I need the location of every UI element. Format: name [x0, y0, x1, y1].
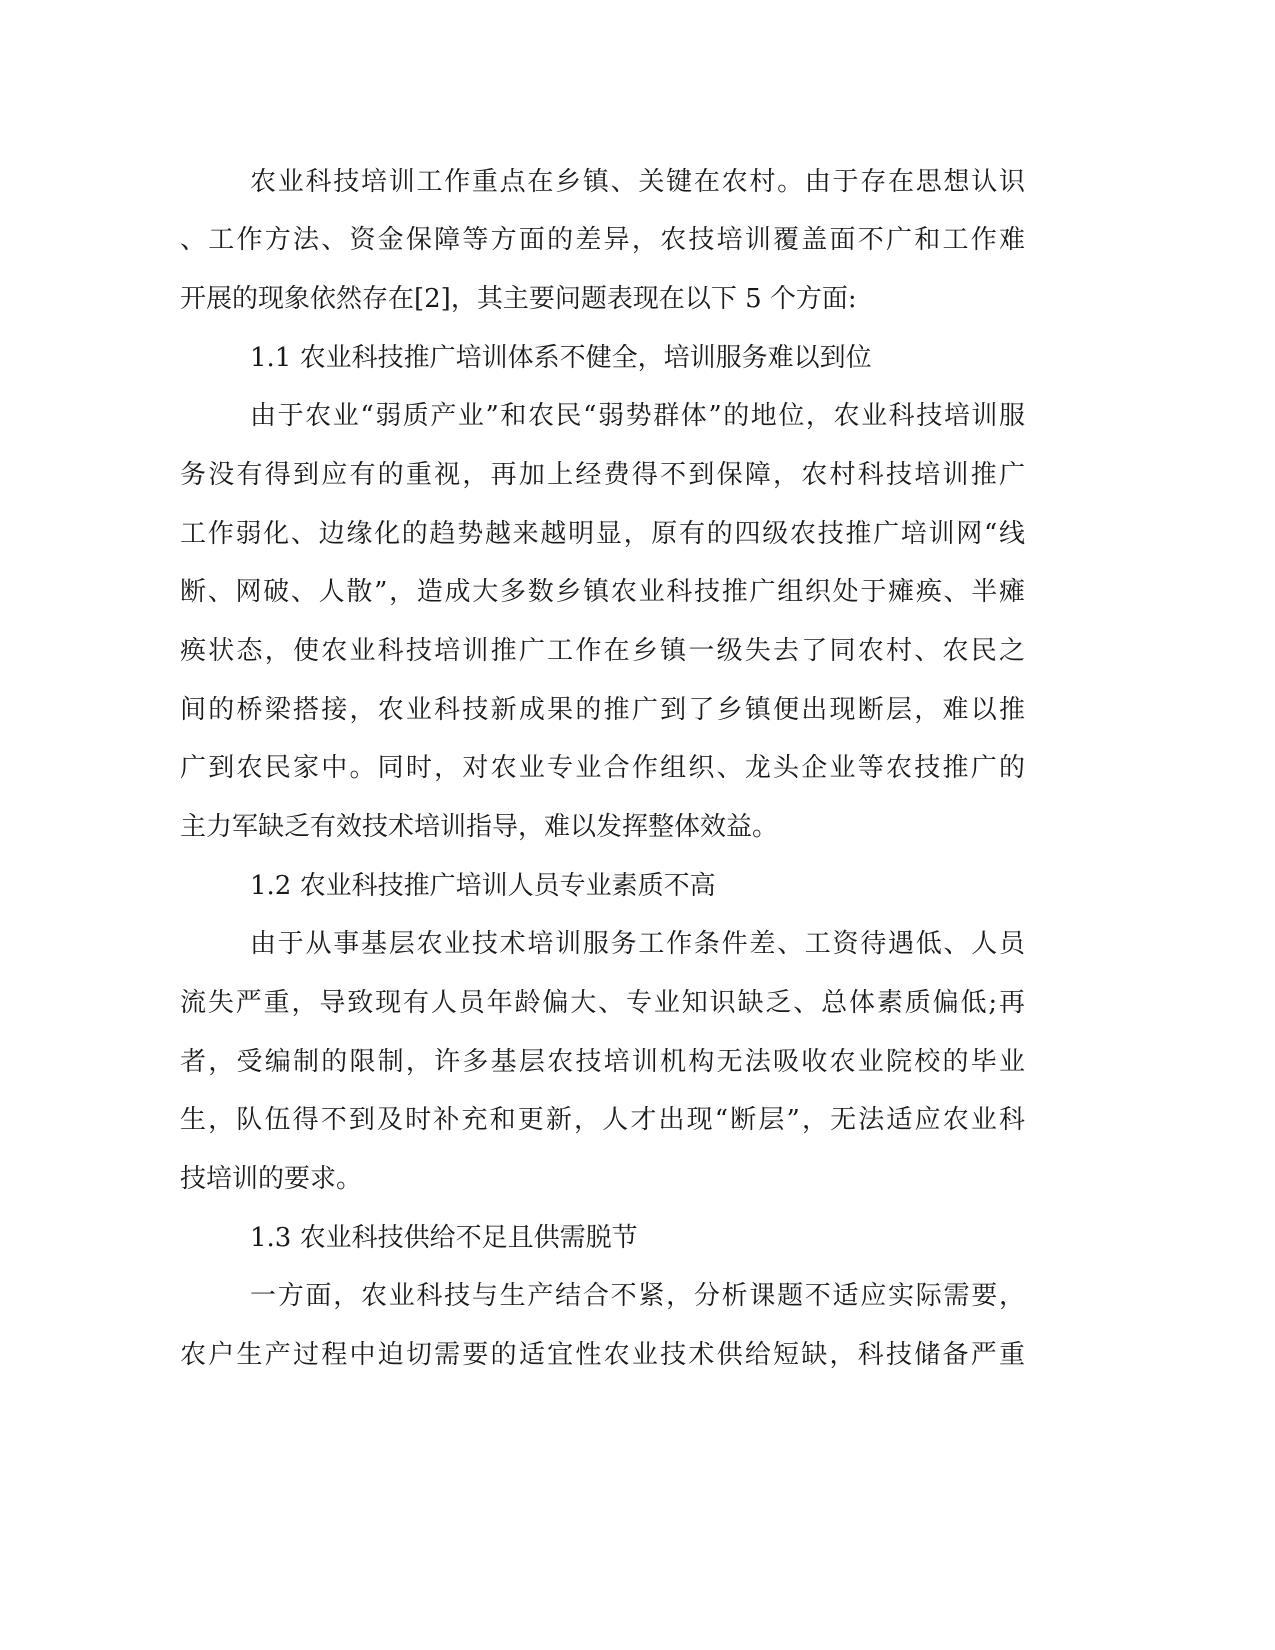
paragraph-line: 、工作方法、资金保障等方面的差异，农技培训覆盖面不广和工作难	[180, 225, 1025, 255]
section-heading: 1.1 农业科技推广培训体系不健全，培训服务难以到位	[250, 343, 872, 373]
paragraph-line: 广到农民家中。同时，对农业专业合作组织、龙头企业等农技推广的	[180, 753, 1025, 783]
paragraph-line: 间的桥梁搭接，农业科技新成果的推广到了乡镇便出现断层，难以推	[180, 695, 1025, 725]
paragraph-line: 农户生产过程中迫切需要的适宜性农业技术供给短缺，科技储备严重	[180, 1340, 1025, 1370]
paragraph-line: 痪状态，使农业科技培训推广工作在乡镇一级失去了同农村、农民之	[180, 636, 1025, 666]
paragraph-line: 由于农业“弱质产业”和农民“弱势群体”的地位，农业科技培训服	[250, 401, 1025, 431]
paragraph-line: 断、网破、人散”，造成大多数乡镇农业科技推广组织处于瘫痪、半瘫	[180, 577, 1025, 607]
paragraph-line: 主力军缺乏有效技术培训指导，难以发挥整体效益。	[180, 812, 779, 842]
paragraph-line: 开展的现象依然存在[2]，其主要问题表现在以下 5 个方面:	[180, 284, 857, 314]
paragraph-line: 技培训的要求。	[180, 1164, 363, 1194]
paragraph-line: 一方面，农业科技与生产结合不紧，分析课题不适应实际需要，	[250, 1281, 1025, 1311]
paragraph-line: 生，队伍得不到及时补充和更新，人才出现“断层”，无法适应农业科	[180, 1105, 1025, 1135]
section-heading: 1.3 农业科技供给不足且供需脱节	[250, 1223, 638, 1253]
paragraph-line: 流失严重，导致现有人员年龄偏大、专业知识缺乏、总体素质偏低;再	[180, 988, 1025, 1018]
paragraph-line: 由于从事基层农业技术培训服务工作条件差、工资待遇低、人员	[250, 929, 1025, 959]
paragraph-line: 工作弱化、边缘化的趋势越来越明显，原有的四级农技推广培训网“线	[180, 519, 1025, 549]
paragraph-line: 农业科技培训工作重点在乡镇、关键在农村。由于存在思想认识	[250, 167, 1025, 197]
paragraph-line: 务没有得到应有的重视，再加上经费得不到保障，农村科技培训推广	[180, 460, 1025, 490]
paragraph-line: 者，受编制的限制，许多基层农技培训机构无法吸收农业院校的毕业	[180, 1047, 1025, 1077]
section-heading: 1.2 农业科技推广培训人员专业素质不高	[250, 871, 716, 901]
